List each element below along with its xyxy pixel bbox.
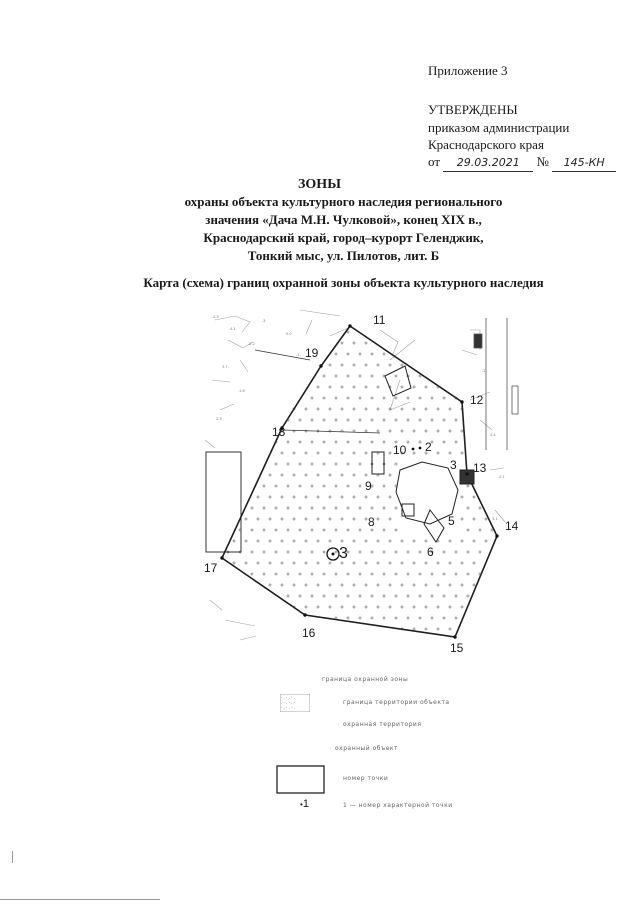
point-label-10: 10 — [393, 443, 407, 457]
point-label-18: 18 — [272, 425, 286, 439]
date-prefix: от — [428, 154, 441, 169]
svg-text:. · . · . ·: . · . · . · — [281, 700, 295, 705]
legend-item-5: 1 — номер характерной точки — [343, 802, 453, 809]
legend-item-2: охранная территория — [343, 721, 422, 728]
neighbour-plot — [206, 452, 241, 552]
point-label-2: 2 — [425, 440, 432, 454]
legend-caption: граница охранной зоны — [322, 676, 409, 683]
svg-text:5.0: 5.0 — [286, 332, 292, 336]
legend-symbol-rect — [276, 765, 326, 795]
point-label-14: 14 — [505, 519, 519, 533]
legend-item-1: граница территории объекта — [343, 699, 450, 706]
svg-text:· . · . · .: · . · . · . — [281, 705, 295, 710]
legend-symbol-hatch — [280, 694, 310, 712]
svg-text:.2.2: .2.2 — [248, 342, 255, 346]
date-value: 29.03.2021 — [443, 154, 533, 172]
svg-text:.2.: .2. — [482, 369, 487, 373]
point-label-11: 11 — [373, 313, 386, 327]
svg-text:4.4: 4.4 — [490, 433, 496, 437]
title-line-4: Тонкий мыс, ул. Пилотов, лит. Б — [247, 248, 440, 263]
point-label-15: 15 — [450, 641, 464, 655]
svg-text:3.7.: 3.7. — [222, 365, 229, 369]
point-label-16: 16 — [302, 626, 316, 640]
point-label-9: 9 — [365, 479, 372, 493]
protection-zone-boundary — [222, 326, 497, 637]
title-line-2: значения «Дача М.Н. Чулковой», конец XIX в., — [205, 212, 482, 227]
svg-text:.2.1: .2.1 — [498, 475, 505, 479]
object-label: 3 — [339, 545, 348, 562]
legend-item-4: номер точки — [343, 775, 389, 782]
point-label-8: 8 — [368, 515, 375, 529]
point-label-3: 3 — [450, 458, 457, 472]
svg-text:2.3: 2.3 — [216, 417, 222, 421]
number-value: 145-КН — [552, 154, 616, 172]
svg-text:.1.6: .1.6 — [238, 389, 245, 393]
svg-text:.1.: .1. — [296, 353, 301, 357]
approved-label: УТВЕРЖДЕНЫ — [428, 102, 518, 117]
scan-mark — [12, 851, 13, 863]
svg-text:.2.5: .2.5 — [212, 315, 219, 319]
vertex-markers — [220, 324, 498, 638]
title-line-3: Краснодарский край, город–курорт Геленджик, — [203, 230, 484, 245]
svg-text:.3.: .3. — [262, 319, 267, 323]
point-label-6: 6 — [427, 545, 434, 559]
svg-text:· . · . · .: · . · . · . — [281, 695, 295, 700]
title-heading: ЗОНЫ — [298, 177, 341, 192]
legend-marker-label: 1 — [302, 798, 309, 810]
point-label-13: 13 — [473, 461, 487, 475]
order-line-2: Краснодарского края — [428, 137, 544, 152]
point-label-5: 5 — [448, 514, 455, 528]
map-caption: Карта (схема) границ охранной зоны объекта культурного наследия — [143, 275, 544, 290]
title-line-1: охраны объекта культурного наследия регионального — [184, 194, 503, 209]
access-line — [255, 350, 310, 360]
point-label-19: 19 — [305, 346, 319, 360]
svg-text:4.1: 4.1 — [230, 327, 236, 331]
appendix-label: Приложение 3 — [428, 63, 508, 78]
svg-text:3.1: 3.1 — [492, 517, 498, 521]
point-label-12: 12 — [470, 393, 484, 407]
object-marker-center — [332, 553, 335, 556]
scan-edge-line — [0, 899, 160, 900]
survey-specks — [212, 315, 505, 521]
buildings — [372, 366, 474, 542]
street-strip — [474, 318, 518, 450]
legend-item-3: охранный объект — [335, 745, 399, 752]
point-label-17: 17 — [204, 561, 218, 575]
order-line-1: приказом администрации — [428, 120, 570, 135]
number-prefix: № — [536, 154, 549, 169]
legend-marker-point: •1 — [300, 798, 309, 810]
